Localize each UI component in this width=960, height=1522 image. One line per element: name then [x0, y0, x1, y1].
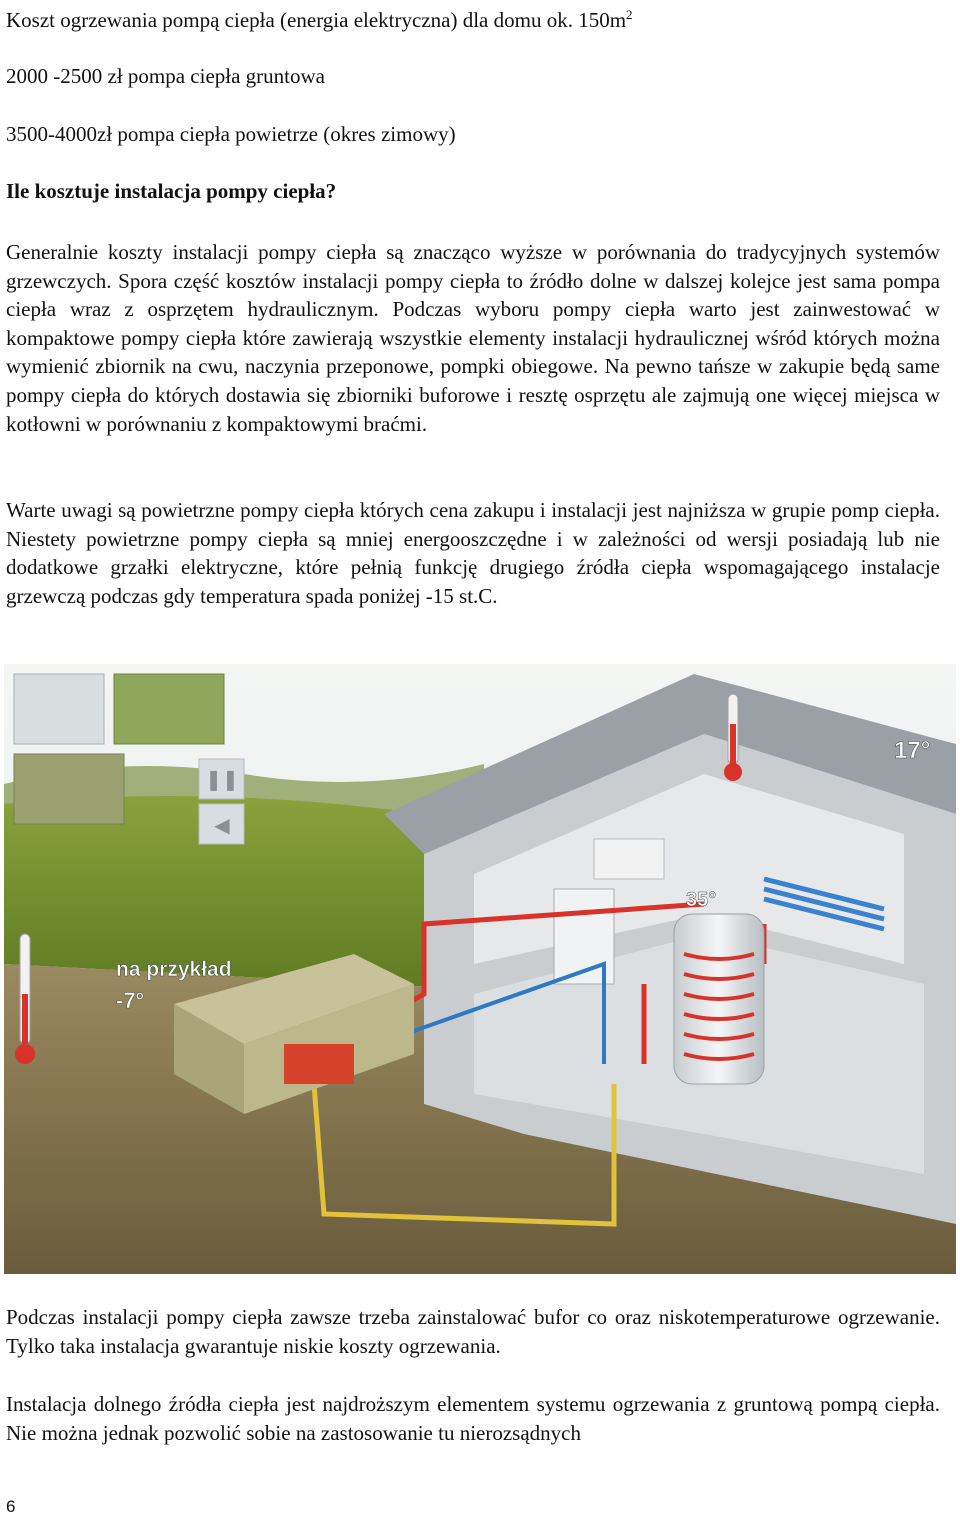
section-title: Ile kosztuje instalacja pompy ciepła?: [6, 179, 337, 203]
paragraph-buffer: Podczas instalacji pompy ciepła zawsze trzeba zainstalować bufor co oraz niskotemperaturowe ogrzewanie. Tylko taka instalacja gwarantuje niskie koszty ogrzewania.: [6, 1305, 940, 1358]
cost-ground-heat-pump: 2000 -2500 zł pompa ciepła gruntowa: [6, 64, 325, 88]
paragraph-lower-source: Instalacja dolnego źródła ciepła jest najdroższym elementem systemu ogrzewania z gruntową pompą ciepła. Nie można jednak pozwolić sobie na zastosowanie tu nierozsądnych: [6, 1392, 940, 1445]
heat-pump-illustration: [4, 664, 956, 1274]
label-temp-room: 17°: [894, 737, 931, 764]
hot-water-tank: [674, 914, 764, 1084]
heat-exchanger: [284, 1044, 354, 1084]
label-temp-outside: -7°: [116, 988, 145, 1013]
superscript-two: 2: [626, 7, 633, 22]
label-temp-tank: 35°: [686, 889, 717, 911]
shower-tray: [594, 839, 664, 879]
svg-text:❚❚: ❚❚: [205, 767, 239, 791]
heading-cost: Koszt ogrzewania pompą ciepła (energia elektryczna) dla domu ok. $150m^2$: [6, 7, 633, 32]
cost-air-heat-pump: 3500-4000zł pompa ciepła powietrze (okres zimowy): [6, 122, 456, 146]
paragraph-air-heat-pumps: Warte uwagi są powietrzne pompy ciepła których cena zakupu i instalacji jest najniższa w grupie pomp ciepła. Niestety powietrzne pompy ciepła są mniej energooszczędne i w zależności od wersji posiadają lub nie dodatkowe grzałki elektryczne, które pełnią funkcję drugiego źródła ciepła wspomagającego instalacje grzewczą podczas gdy temperatura spada poniżej -15 st.C.: [6, 498, 940, 608]
svg-text:◀: ◀: [214, 813, 230, 837]
paragraph-installation-costs: Generalnie koszty instalacji pompy ciepła są znacząco wyższe w porównania do tradycyjnych systemów grzewczych. Spora część kosztów instalacji pompy ciepła to źródło dolne w dalszej kolejce jest sama pompa ciepła wraz z osprzętem hydraulicznym. Podczas wyboru pompy ciepła warto jest zainwestować w kompaktowe pompy ciepła które zawierają wszystkie elementy instalacji hydraulicznej wśród których można wymienić zbiornik na cwu, naczynia przeponowe, pompki obiegowe. Na pewno tańsze w zakupie będą same pompy ciepła do których dostawia się zbiorniki buforowe i resztę osprzętu ale zajmują one więcej miejsca w kotłowni w porównaniu z kompaktowymi braćmi.: [6, 240, 940, 436]
heat-pump-scene: [4, 664, 956, 1274]
page-number: 6: [6, 1497, 16, 1516]
label-example: na przykład: [116, 958, 232, 981]
